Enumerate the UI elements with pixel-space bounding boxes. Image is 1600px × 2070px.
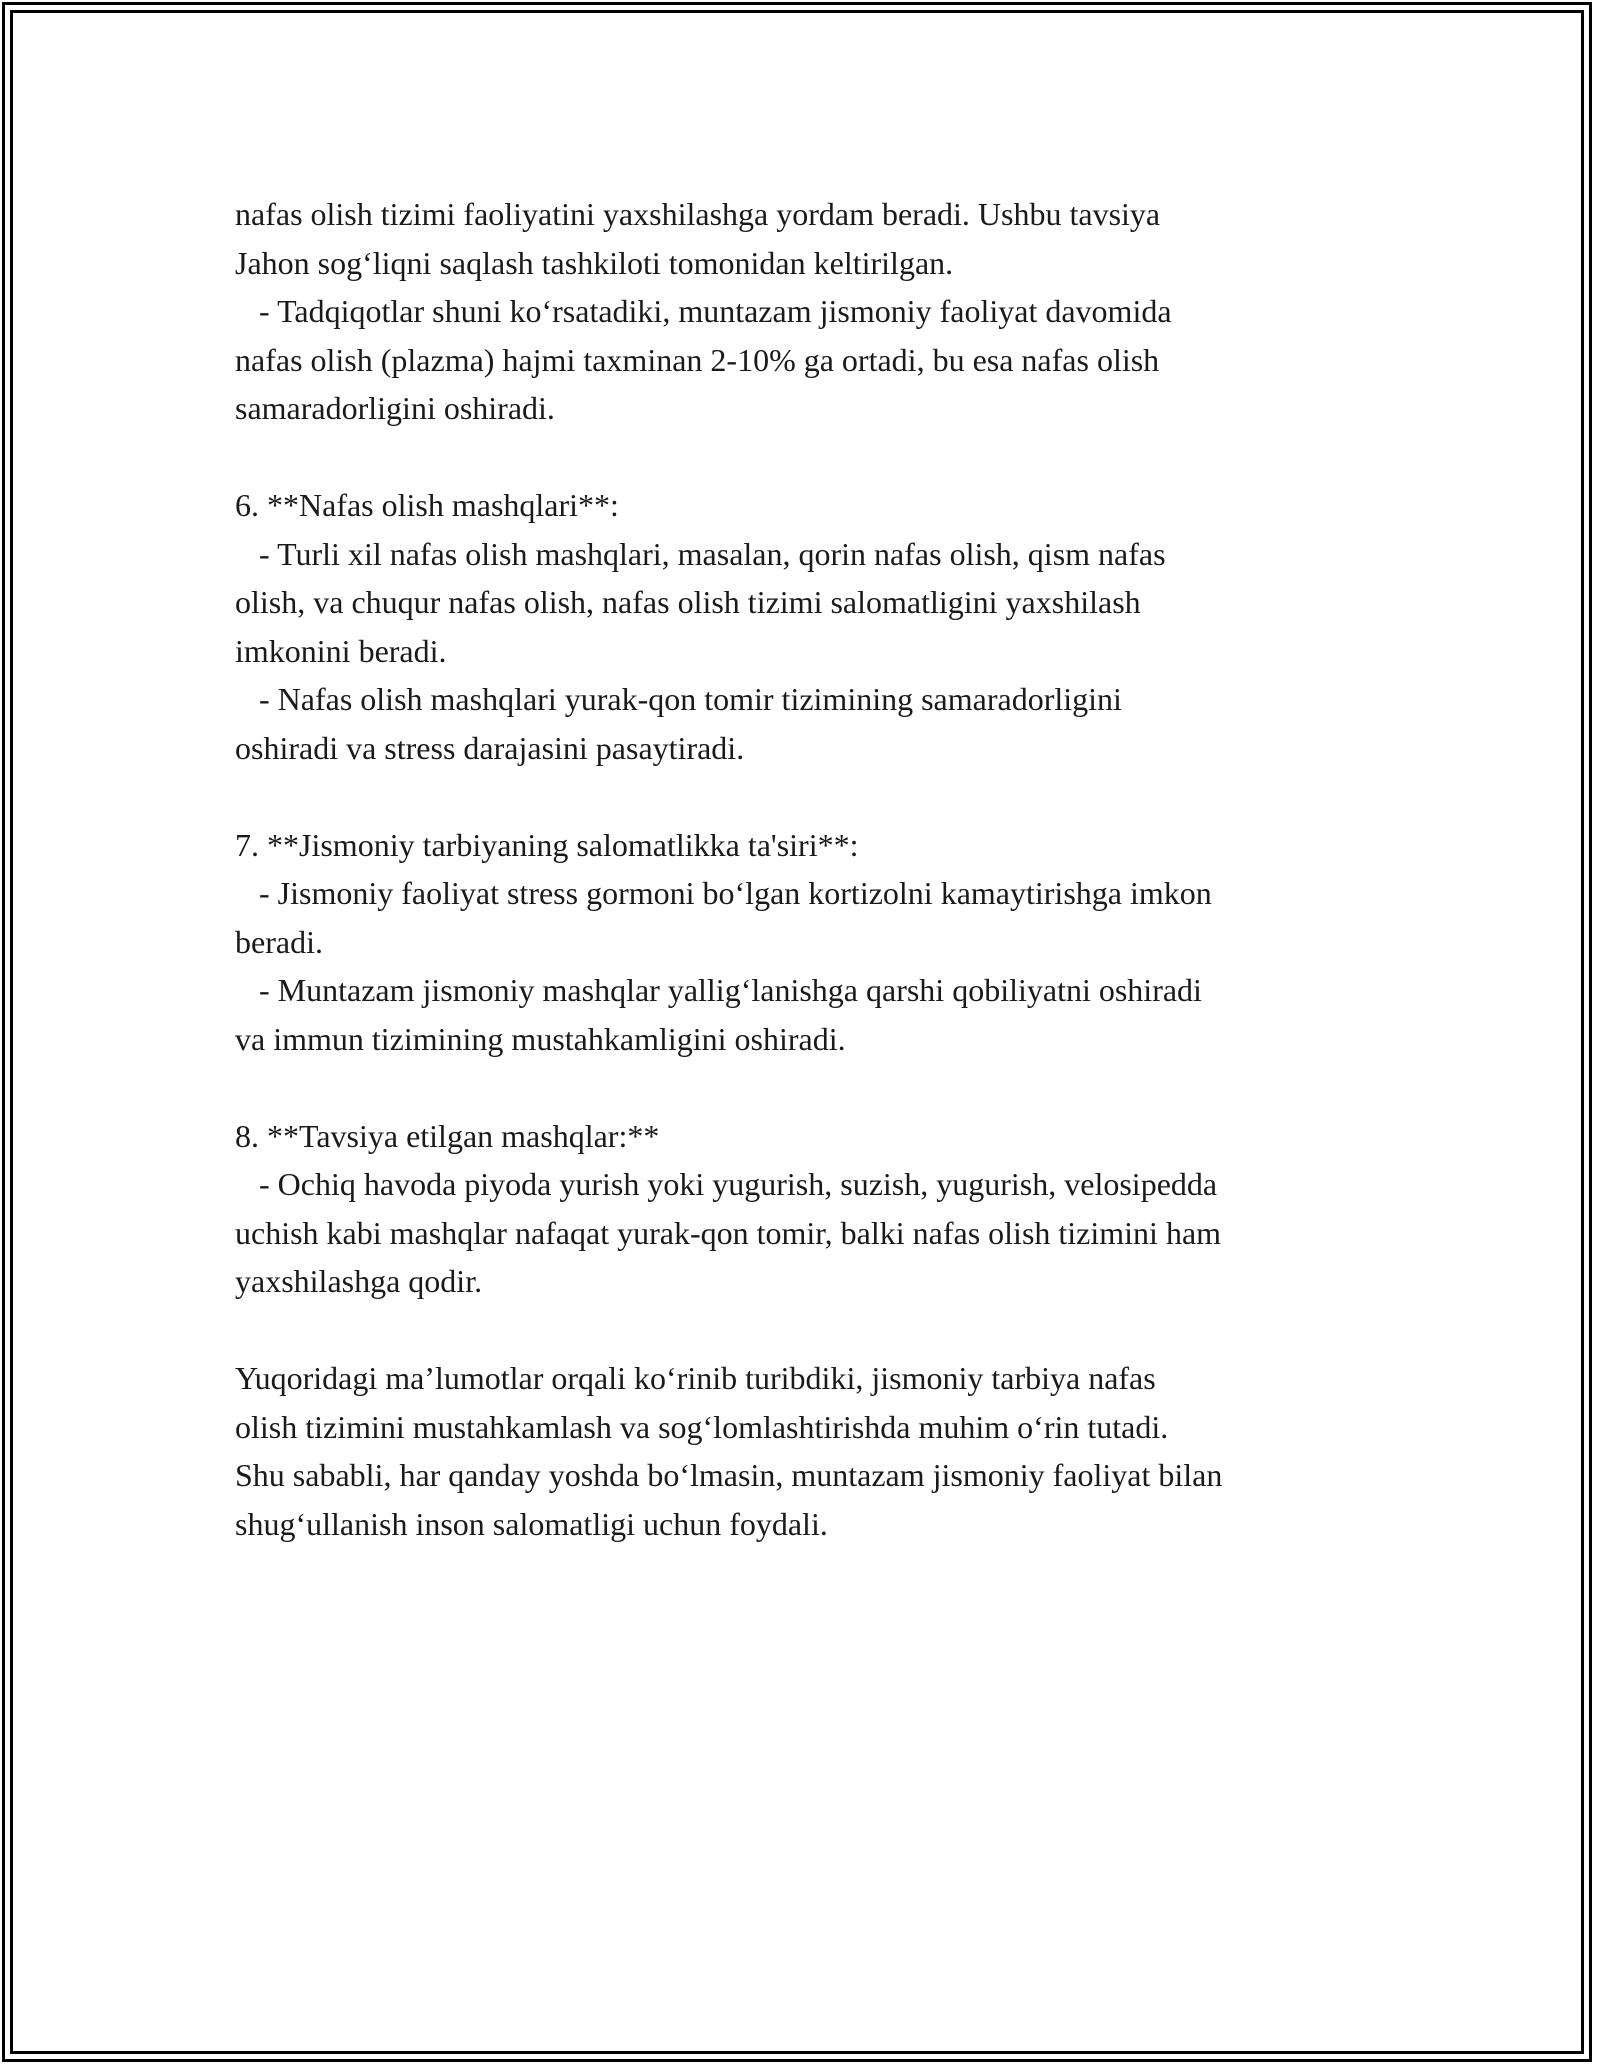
text-line: - Muntazam jismoniy mashqlar yallig‘lanishga qarshi qobiliyatni oshiradi xyxy=(235,972,1202,1008)
text-line: - Jismoniy faoliyat stress gormoni bo‘lgan kortizolni kamaytirishga imkon xyxy=(235,875,1212,911)
text-line: oshiradi va stress darajasini pasaytiradi. xyxy=(235,729,745,766)
text-line: - Turli xil nafas olish mashqlari, masalan, qorin nafas olish, qism nafas xyxy=(235,535,1166,572)
text-line: olish, va chuqur nafas olish, nafas olish tizimi salomatligini yaxshilash xyxy=(235,584,1141,620)
document-body xyxy=(235,190,1415,1548)
text-line: - Tadqiqotlar shuni ko‘rsatadiki, muntazam jismoniy faoliyat davomida xyxy=(235,293,1172,329)
blank-line xyxy=(235,772,1415,821)
text-line: imkonini beradi. xyxy=(235,632,447,669)
section-heading-7: 7. **Jismoniy tarbiyaning salomatlikka ta'siri**: xyxy=(235,826,859,863)
text-line: nafas olish (plazma) hajmi taxminan 2-10% ga ortadi, bu esa nafas olish xyxy=(235,341,1160,378)
conclusion-line: Yuqoridagi ma’lumotlar orqali ko‘rinib turibdiki, jismoniy tarbiya nafas xyxy=(235,1360,1156,1396)
text-line: Jahon sog‘liqni saqlash tashkiloti tomonidan keltirilgan. xyxy=(235,244,954,281)
text-line: va immun tizimining mustahkamligini oshiradi. xyxy=(235,1020,846,1057)
text-line: uchish kabi mashqlar nafaqat yurak-qon tomir, balki nafas olish tizimini ham xyxy=(235,1214,1222,1251)
blank-line xyxy=(235,433,1415,482)
text-line: nafas olish tizimi faoliyatini yaxshilashga yordam beradi. Ushbu tavsiya xyxy=(235,196,1161,232)
blank-line xyxy=(235,1306,1415,1355)
text-line: - Ochiq havoda piyoda yurish yoki yugurish, suzish, yugurish, velosipedda xyxy=(235,1166,1218,1202)
conclusion-line: olish tizimini mustahkamlash va sog‘lomlashtirishda muhim o‘rin tutadi. xyxy=(235,1408,1169,1445)
section-heading-6: 6. **Nafas olish mashqlari**: xyxy=(235,487,619,523)
text-line: beradi. xyxy=(235,923,323,960)
text-line: - Nafas olish mashqlari yurak-qon tomir tizimining samaradorligini xyxy=(235,681,1122,717)
text-line: yaxshilashga qodir. xyxy=(235,1263,483,1299)
text-line: samaradorligini oshiradi. xyxy=(235,390,555,426)
conclusion-line: Shu sababli, har qanday yoshda bo‘lmasin, muntazam jismoniy faoliyat bilan xyxy=(235,1457,1223,1493)
conclusion-line: shug‘ullanish inson salomatligi uchun foydali. xyxy=(235,1505,828,1542)
blank-line xyxy=(235,1063,1415,1112)
section-heading-8: 8. **Tavsiya etilgan mashqlar:** xyxy=(235,1117,660,1154)
